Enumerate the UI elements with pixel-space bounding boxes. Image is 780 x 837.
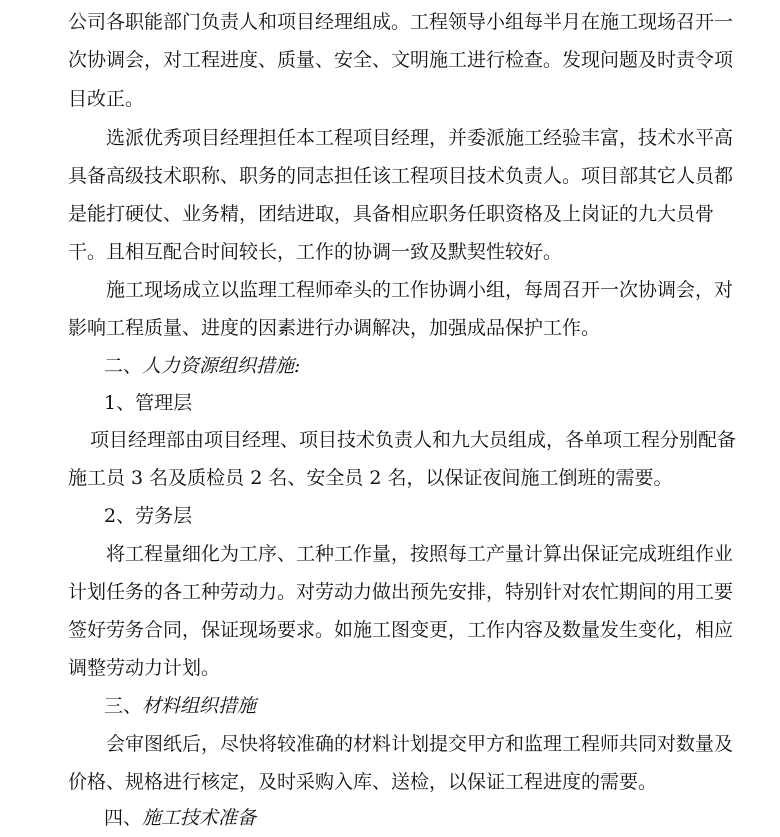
paragraph-line: 公司各职能部门负责人和项目经理组成。工程领导小组每半月在施工现场召开一 (68, 11, 734, 33)
paragraph-line: 具备高级技术职称、职务的同志担任该工程项目技术负责人。项目部其它人员都 (68, 165, 734, 187)
subsection-heading-labor: 2、劳务层 (104, 505, 193, 527)
section-heading-title: 人力资源组织措施: (142, 355, 301, 377)
paragraph-line: 目改正。 (68, 88, 145, 110)
section-heading-3 (104, 694, 256, 718)
paragraph-line: 价格、规格进行核定，及时采购入库、送检，以保证工程进度的需要。 (68, 771, 658, 793)
subsection-heading-management: 1、管理层 (104, 392, 193, 414)
paragraph-line: 施工员 3 名及质检员 2 名、安全员 2 名，以保证夜间施工倒班的需要。 (68, 467, 673, 489)
section-heading-title: 施工技术准备 (142, 807, 257, 829)
paragraph-line: 将工程量细化为工序、工种工作量，按照每工产量计算出保证完成班组作业 (106, 543, 734, 565)
section-heading-number: 二、 (104, 355, 143, 377)
paragraph-line: 签好劳务合同，保证现场要求。如施工图变更，工作内容及数量发生变化，相应 (68, 619, 734, 641)
paragraph-line: 计划任务的各工种劳动力。对劳动力做出预先安排，特别针对农忙期间的用工要 (68, 581, 734, 603)
section-heading-number: 三、 (104, 695, 143, 717)
paragraph-line: 选派优秀项目经理担任本工程项目经理，并委派施工经验丰富，技术水平高 (106, 127, 734, 149)
section-heading-number: 四、 (104, 807, 143, 829)
paragraph-line: 项目经理部由项目经理、项目技术负责人和九大员组成，各单项工程分别配备 (90, 429, 737, 451)
paragraph-line: 次协调会，对工程进度、质量、安全、文明施工进行检查。发现问题及时责令项 (68, 49, 734, 71)
paragraph-line: 是能打硬仗、业务精，团结进取，具备相应职务任职资格及上岗证的九大员骨 (68, 203, 715, 225)
paragraph-line: 会审图纸后，尽快将较准确的材料计划提交甲方和监理工程师共同对数量及 (106, 733, 734, 755)
section-heading-4 (104, 806, 256, 830)
paragraph-line: 施工现场成立以监理工程师牵头的工作协调小组，每周召开一次协调会，对 (106, 279, 734, 301)
section-heading-2 (104, 354, 300, 378)
paragraph-line: 干。且相互配合时间较长，工作的协调一致及默契性较好。 (68, 241, 563, 263)
paragraph-line: 调整劳动力计划。 (68, 657, 221, 679)
paragraph-line: 影响工程质量、进度的因素进行办调解决，加强成品保护工作。 (68, 317, 601, 339)
section-heading-title: 材料组织措施 (142, 695, 257, 717)
